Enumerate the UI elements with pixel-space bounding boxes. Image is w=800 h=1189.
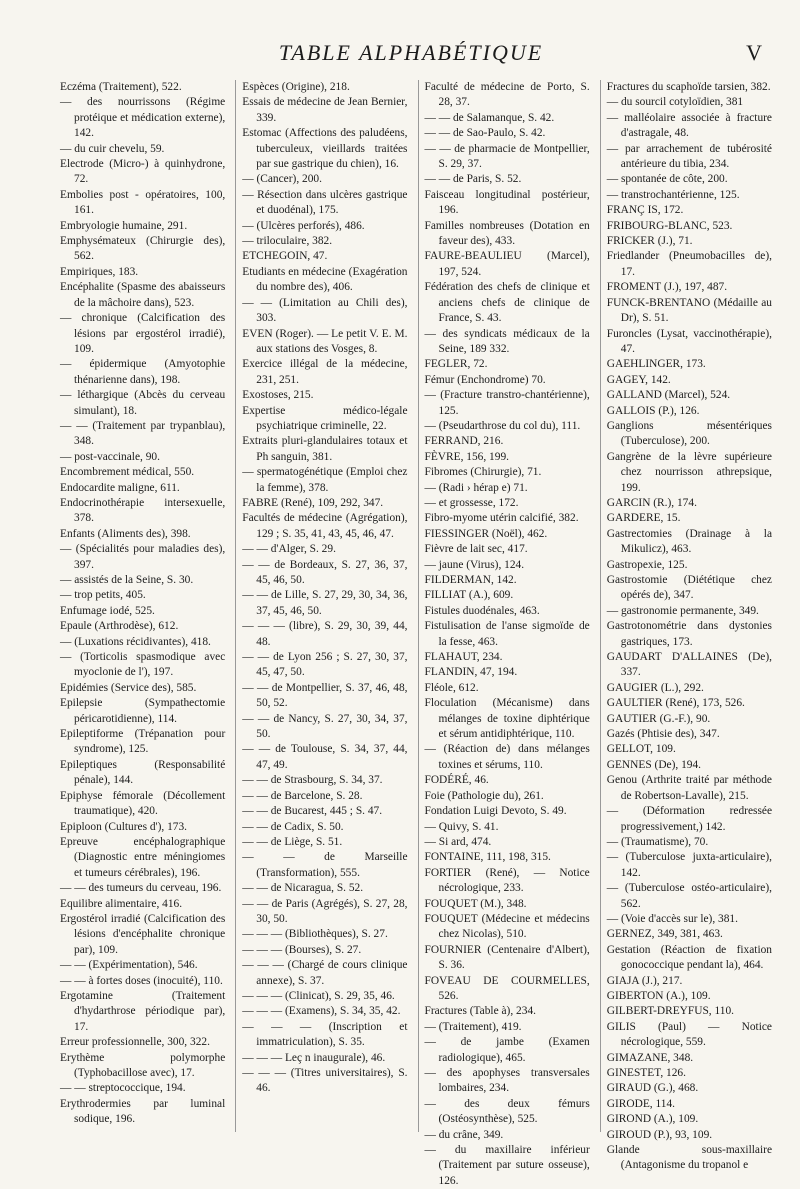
index-entry: — — de Lille, S. 27, 29, 30, 34, 36, 37, 45, 46, 50. — [242, 589, 408, 617]
index-entry: FORTIER (René), — Notice nécrologique, 233. — [424, 866, 590, 895]
index-entry: — épidermique (Amyotophie thénarienne dans), 198. — [60, 358, 226, 386]
index-entry: — — d'Alger, S. 29. — [242, 543, 336, 556]
index-entry: — — de Nancy, S. 27, 30, 34, 37, 50. — [242, 712, 408, 741]
index-entry: Essais de médecine de Jean Bernier, 339. — [242, 96, 408, 124]
index-entry: Fistulisation de l'anse sigmoïde de la fesse, 463. — [424, 620, 590, 648]
index-entry: FILLIAT (A.), 609. — [424, 589, 514, 602]
index-entry: — (Tuberculose juxta-articulaire), 142. — [606, 851, 772, 879]
index-entry: Fibromes (Chirurgie), 71. — [424, 466, 542, 479]
index-entry: — — de Montpellier, S. 37, 46, 48, 50, 52. — [242, 681, 408, 710]
index-entry: Enfants (Aliments des), 398. — [60, 527, 191, 540]
index-entry: Fractures (Table à), 234. — [424, 1005, 536, 1018]
index-entry: GENNES (De), 194. — [606, 758, 702, 771]
index-entry: GIBERTON (A.), 109. — [606, 989, 711, 1002]
index-entry: — (Réaction de) dans mélanges toxines et sérums, 110. — [424, 743, 590, 771]
index-entry: — des apophyses transversales lombaires, 234. — [424, 1067, 590, 1095]
index-entry: — — de Paris, S. 52. — [424, 173, 522, 186]
index-entry: FRIBOURG-BLANC, 523. — [606, 219, 733, 232]
index-entry: — transtrochantérienne, 125. — [606, 188, 740, 201]
index-entry: Gestation (Réaction de fixation gonococcique pendant la), 464. — [606, 943, 772, 972]
index-entry: — — — (Titres universitaires), S. 46. — [242, 1067, 408, 1095]
index-entry: — et grossesse, 172. — [424, 496, 519, 509]
index-entry: — jaune (Virus), 124. — [424, 558, 525, 571]
index-entry: FONTAINE, 111, 198, 315. — [424, 851, 551, 864]
index-entry: Embryologie humaine, 291. — [60, 219, 188, 232]
index-entry: — — — (Examens), S. 34, 35, 42. — [242, 1005, 401, 1018]
index-entry: GAUGIER (L.), 292. — [606, 681, 704, 694]
index-entry: — de jambe (Examen radiologique), 465. — [424, 1036, 590, 1064]
index-entry: Furoncles (Lysat, vaccinothérapie), 47. — [606, 327, 772, 355]
index-column-1 — [60, 80, 225, 1132]
index-entry: Facultés de médecine (Agrégation), 129 ; S. 35, 41, 43, 45, 46, 47. — [242, 512, 408, 540]
index-entry: — post-vaccinale, 90. — [60, 450, 160, 463]
index-entry: — spermatogénétique (Emploi chez la femme), 378. — [242, 466, 408, 494]
index-entry: — (Cancer), 200. — [242, 173, 322, 186]
index-entry: — Quivy, S. 41. — [424, 820, 499, 833]
index-entry: GIRODE, 114. — [606, 1097, 675, 1110]
index-entry: Equilibre alimentaire, 416. — [60, 897, 183, 910]
index-entry: Ganglions mésentériques (Tuberculose), 200. — [606, 419, 772, 448]
index-entry: — — de Nicaragua, S. 52. — [242, 882, 364, 895]
page-number: V — [746, 40, 762, 65]
index-entry: Gastrostomie (Diététique chez opérés de), 347. — [606, 574, 772, 602]
index-entry: Gastropexie, 125. — [606, 558, 688, 571]
index-entry: Epaule (Arthrodèse), 612. — [60, 620, 179, 633]
page-header — [60, 40, 762, 76]
index-entry: Foie (Pathologie du), 261. — [424, 789, 544, 802]
index-entry: — — de Lyon 256 ; S. 27, 30, 37, 45, 47, 50. — [242, 651, 408, 679]
index-entry: Gastrotonométrie dans dystonies gastriques, 173. — [606, 620, 772, 648]
index-entry: — assistés de la Seine, S. 30. — [60, 574, 194, 586]
index-entry: EVEN (Roger). — Le petit V. E. M. aux stations des Vosges, 8. — [242, 327, 408, 355]
index-entry: Epileptiques (Responsabilité pénale), 144. — [60, 758, 226, 787]
index-entry: GIAJA (J.), 217. — [606, 974, 683, 987]
index-entry: FOUQUET (Médecine et médecins chez Nicolas), 510. — [424, 912, 590, 941]
index-entry: FERRAND, 216. — [424, 435, 504, 448]
index-entry: GAULTIER (René), 173, 526. — [606, 697, 745, 710]
index-entry: — — — (Clinicat), S. 29, 35, 46. — [242, 989, 395, 1002]
index-entry: — — de pharmacie de Montpellier, S. 29, 37. — [424, 142, 590, 171]
index-entry: Glande sous-maxillaire (Antagonisme du tropanol e — [606, 1144, 772, 1172]
index-entry: Familles nombreuses (Dotation en faveur des), 433. — [424, 219, 590, 248]
index-entry: — — de Salamanque, S. 42. — [424, 111, 555, 124]
index-entry: Epilepsie (Sympathectomie péricarotidienne), 114. — [60, 697, 226, 725]
index-entry: Fractures du scaphoïde tarsien, 382. — [606, 81, 771, 93]
index-entry: Epreuve encéphalographique (Diagnostic entre méningiomes et tumeurs cérébrales), 196. — [60, 835, 226, 879]
index-entry: — du cuir chevelu, 59. — [60, 142, 165, 155]
index-entry: — — à fortes doses (inocuité), 110. — [60, 974, 223, 987]
index-entry: — des nourrissons (Régime protéique et médication externe), 142. — [60, 96, 226, 140]
index-entry: FRICKER (J.), 71. — [606, 235, 693, 248]
index-entry: — — de Sao-Paulo, S. 42. — [424, 127, 546, 140]
index-entry: — (Spécialités pour maladies des), 397. — [60, 543, 226, 571]
index-column-3 — [418, 80, 590, 1187]
index-entry: — malléolaire associée à fracture d'astragale, 48. — [606, 111, 772, 140]
index-entry: Extraits pluri-glandulaires totaux et Ph sanguin, 381. — [242, 435, 408, 463]
index-entry: Fondation Luigi Devoto, S. 49. — [424, 805, 567, 818]
index-entry: — (Radi › hérap e) 71. — [424, 481, 528, 494]
index-entry: GAUTIER (G.-F.), 90. — [606, 712, 711, 725]
index-entry: — Résection dans ulcères gastrique et duodénal), 175. — [242, 188, 408, 217]
index-entry: Endocrinothérapie intersexuelle, 378. — [60, 496, 226, 525]
index-entry: Expertise médico-légale psychiatrique criminelle, 22. — [242, 404, 408, 432]
index-entry: Faculté de médecine de Porto, S. 28, 37. — [424, 81, 590, 109]
index-entry: — — de Liège, S. 51. — [242, 835, 343, 848]
index-entry: FILDERMAN, 142. — [424, 574, 517, 586]
index-entry: Fléole, 612. — [424, 681, 479, 694]
index-entry: — — — (Chargé de cours clinique annexe), S. 37. — [242, 959, 408, 987]
index-entry: FEGLER, 72. — [424, 358, 488, 371]
index-entry: — (Luxations récidivantes), 418. — [60, 635, 211, 648]
index-entry: Epiploon (Cultures d'), 173. — [60, 820, 188, 833]
index-entry: Friedlander (Pneumobacilles de), 17. — [606, 250, 772, 278]
index-entry: Erythème polymorphe (Typhobacillose avec), 17. — [60, 1051, 226, 1079]
index-entry: — (Déformation redressée progressivement,) 142. — [606, 805, 772, 833]
index-entry: — — de Strasbourg, S. 34, 37. — [242, 774, 383, 787]
index-column-2 — [235, 80, 407, 1132]
index-entry: — du sourcil cotyloïdien, 381 — [606, 96, 744, 109]
index-entry: Ergostérol irradié (Calcification des lésions d'encéphalite chronique par), 109. — [60, 912, 226, 956]
index-entry: Epidémies (Service des), 585. — [60, 681, 197, 694]
index-entry: — des deux fémurs (Ostéosynthèse), 525. — [424, 1097, 590, 1126]
index-entry: FLAHAUT, 234. — [424, 651, 503, 664]
index-entry: — — de Barcelone, S. 28. — [242, 789, 363, 802]
index-entry: — (Torticolis spasmodique avec myoclonie de l'), 197. — [60, 651, 226, 679]
index-entry: — trop petits, 405. — [60, 589, 146, 602]
index-entry: — — streptococcique, 194. — [60, 1082, 186, 1095]
index-entry: GIRAUD (G.), 468. — [606, 1082, 699, 1095]
index-entry: — — de Bordeaux, S. 27, 36, 37, 45, 46, 50. — [242, 558, 408, 586]
index-entry: — des syndicats médicaux de la Seine, 189 332. — [424, 327, 590, 355]
index-entry: FUNCK-BRENTANO (Médaille au Dr), S. 51. — [606, 296, 772, 325]
index-entry: Erreur professionnelle, 300, 322. — [60, 1036, 210, 1049]
index-entry: Exostoses, 215. — [242, 389, 314, 402]
index-entry: — (Tuberculose ostéo-articulaire), 562. — [606, 882, 772, 910]
index-entry: FOURNIER (Centenaire d'Albert), S. 36. — [424, 943, 590, 972]
index-entry: Fibro-myome utérin calcifié, 382. — [424, 512, 579, 525]
index-entry: GILBERT-DREYFUS, 110. — [606, 1005, 735, 1018]
index-entry: Espèces (Origine), 218. — [242, 81, 350, 93]
index-entry: FOUQUET (M.), 348. — [424, 897, 527, 910]
index-entry: FABRE (René), 109, 292, 347. — [242, 496, 384, 509]
index-entry: — (Voie d'accès sur le), 381. — [606, 912, 738, 925]
index-entry: — — — Leç n inaugurale), 46. — [242, 1051, 386, 1064]
index-entry: — (Ulcères perforés), 486. — [242, 219, 365, 232]
index-entry: — triloculaire, 382. — [242, 235, 333, 248]
index-entry: Empiriques, 183. — [60, 265, 139, 278]
index-entry: GELLOT, 109. — [606, 743, 676, 756]
index-entry: GERNEZ, 349, 381, 463. — [606, 928, 723, 941]
index-entry: Floculation (Mécanisme) dans mélanges de toxine diphtérique et sérum antidiphtérique, 110. — [424, 697, 590, 741]
index-entry: Estomac (Affections des paludéens, tuberculeux, vieillards traitées par sue gastrique du chien), 16. — [242, 127, 408, 171]
index-entry: — (Pseudarthrose du col du), 111. — [424, 419, 581, 432]
index-entry: — — (Limitation au Chili des), 303. — [242, 296, 408, 325]
index-entry: — gastronomie permanente, 349. — [606, 604, 759, 617]
index-entry: FOVEAU DE COURMELLES, 526. — [424, 974, 590, 1002]
index-columns — [60, 80, 772, 1187]
index-entry: Gazés (Phtisie des), 347. — [606, 728, 720, 741]
index-entry: Epiphyse fémorale (Décollement traumatique), 420. — [60, 789, 226, 818]
index-entry: — — de Bucarest, 445 ; S. 47. — [242, 805, 383, 818]
index-entry: Enfumage iodé, 525. — [60, 604, 155, 617]
index-entry: — — — (Bibliothèques), S. 27. — [242, 928, 388, 941]
index-entry: Emphysémateux (Chirurgie des), 562. — [60, 235, 226, 263]
index-entry: FRANÇ IS, 172. — [606, 204, 684, 217]
index-entry: GALLAND (Marcel), 524. — [606, 389, 731, 402]
index-entry: — (Fracture transtro-chantérienne), 125. — [424, 389, 590, 417]
index-entry: — léthargique (Abcès du cerveau simulant), 18. — [60, 389, 226, 417]
index-entry: Endocardite maligne, 611. — [60, 481, 180, 494]
index-entry: — — (Traitement par trypanblau), 348. — [60, 419, 226, 448]
index-entry: Fistules duodénales, 463. — [424, 604, 540, 617]
index-entry: GIMAZANE, 348. — [606, 1051, 694, 1064]
index-entry: FIESSINGER (Noël), 462. — [424, 527, 548, 540]
index-entry: — — de Toulouse, S. 34, 37, 44, 47, 49. — [242, 743, 408, 771]
index-entry: Encéphalite (Spasme des abaisseurs de la mâchoire dans), 523. — [60, 281, 226, 309]
index-entry: Embolies post - opératoires, 100, 161. — [60, 188, 226, 217]
index-entry: Fémur (Enchondrome) 70. — [424, 373, 546, 386]
index-entry: GINESTET, 126. — [606, 1067, 686, 1079]
index-entry: Fédération des chefs de clinique et anciens chefs de clinique de France, S. 43. — [424, 281, 590, 325]
index-entry: — — de Paris (Agrégés), S. 27, 28, 30, 50. — [242, 897, 408, 925]
index-entry: Erythrodermies par luminal sodique, 196. — [60, 1097, 226, 1126]
index-entry: Faisceau longitudinal postérieur, 196. — [424, 188, 590, 217]
index-entry: FLANDIN, 47, 194. — [424, 666, 518, 679]
index-entry: GAGEY, 142. — [606, 373, 671, 386]
index-entry: GIROND (A.), 109. — [606, 1113, 699, 1126]
index-entry: Fièvre de lait sec, 417. — [424, 543, 528, 556]
index-entry: Exercice illégal de la médecine, 231, 251. — [242, 358, 408, 386]
index-entry: — — (Expérimentation), 546. — [60, 959, 198, 972]
index-entry: ETCHEGOIN, 47. — [242, 250, 328, 263]
index-entry: — chronique (Calcification des lésions par ergostérol irradié), 109. — [60, 312, 226, 355]
index-entry: Ergotamine (Traitement d'hydarthrose périodique par), 17. — [60, 989, 226, 1033]
index-entry: GALLOIS (P.), 126. — [606, 404, 700, 417]
index-entry: Gangrène de la lèvre supérieure chez nourrisson athrepsique, 199. — [606, 450, 772, 494]
index-entry: — — — (Bourses), S. 27. — [242, 943, 362, 956]
index-entry: — — de Marseille (Transformation), 555. — [242, 851, 408, 879]
index-entry: GIROUD (P.), 93, 109. — [606, 1128, 713, 1141]
index-entry: GILIS (Paul) — Notice nécrologique, 559. — [606, 1020, 772, 1049]
index-entry: Electrode (Micro-) à quinhydrone, 72. — [60, 158, 226, 186]
index-entry: Gastrectomies (Drainage à la Mikulicz), 463. — [606, 527, 772, 556]
index-entry: — Si ard, 474. — [424, 835, 492, 848]
index-entry: GARCIN (R.), 174. — [606, 496, 697, 509]
index-entry: — spontanée de côte, 200. — [606, 173, 728, 186]
index-entry: FAURE-BEAULIEU (Marcel), 197, 524. — [424, 250, 590, 278]
index-entry: Epileptiforme (Trépanation pour syndrome), 125. — [60, 728, 226, 756]
index-column-4 — [600, 80, 772, 1172]
index-entry: — — — (libre), S. 29, 30, 39, 44, 48. — [242, 620, 408, 648]
index-entry: Etudiants en médecine (Exagération du nombre des), 406. — [242, 265, 408, 294]
index-entry: GAUDART D'ALLAINES (De), 337. — [606, 651, 772, 679]
index-entry: — — — (Inscription et immatriculation), S. 35. — [242, 1020, 408, 1049]
index-entry: FODÉRÉ, 46. — [424, 774, 489, 787]
index-entry: GARDERE, 15. — [606, 512, 681, 525]
index-entry: FROMENT (J.), 197, 487. — [606, 281, 728, 294]
index-entry: GAEHLINGER, 173. — [606, 358, 706, 371]
index-entry: Eczéma (Traitement), 522. — [60, 81, 182, 93]
index-entry: — — des tumeurs du cerveau, 196. — [60, 882, 222, 895]
index-entry: — du crâne, 349. — [424, 1128, 504, 1141]
index-entry: — — de Cadix, S. 50. — [242, 820, 344, 833]
index-entry: — par arrachement de tubérosité antérieure du tibia, 234. — [606, 142, 772, 171]
running-title: TABLE ALPHABÉTIQUE — [278, 40, 544, 65]
index-entry: Genou (Arthrite traité par méthode de Robertson-Lavalle), 215. — [606, 774, 772, 802]
index-entry: — du maxillaire inférieur (Traitement par suture osseuse), 126. — [424, 1144, 590, 1187]
index-entry: — (Traitement), 419. — [424, 1020, 522, 1033]
index-entry: FÈVRE, 156, 199. — [424, 450, 509, 463]
index-entry: Encombrement médical, 550. — [60, 466, 195, 479]
index-entry: — (Traumatisme), 70. — [606, 835, 709, 848]
